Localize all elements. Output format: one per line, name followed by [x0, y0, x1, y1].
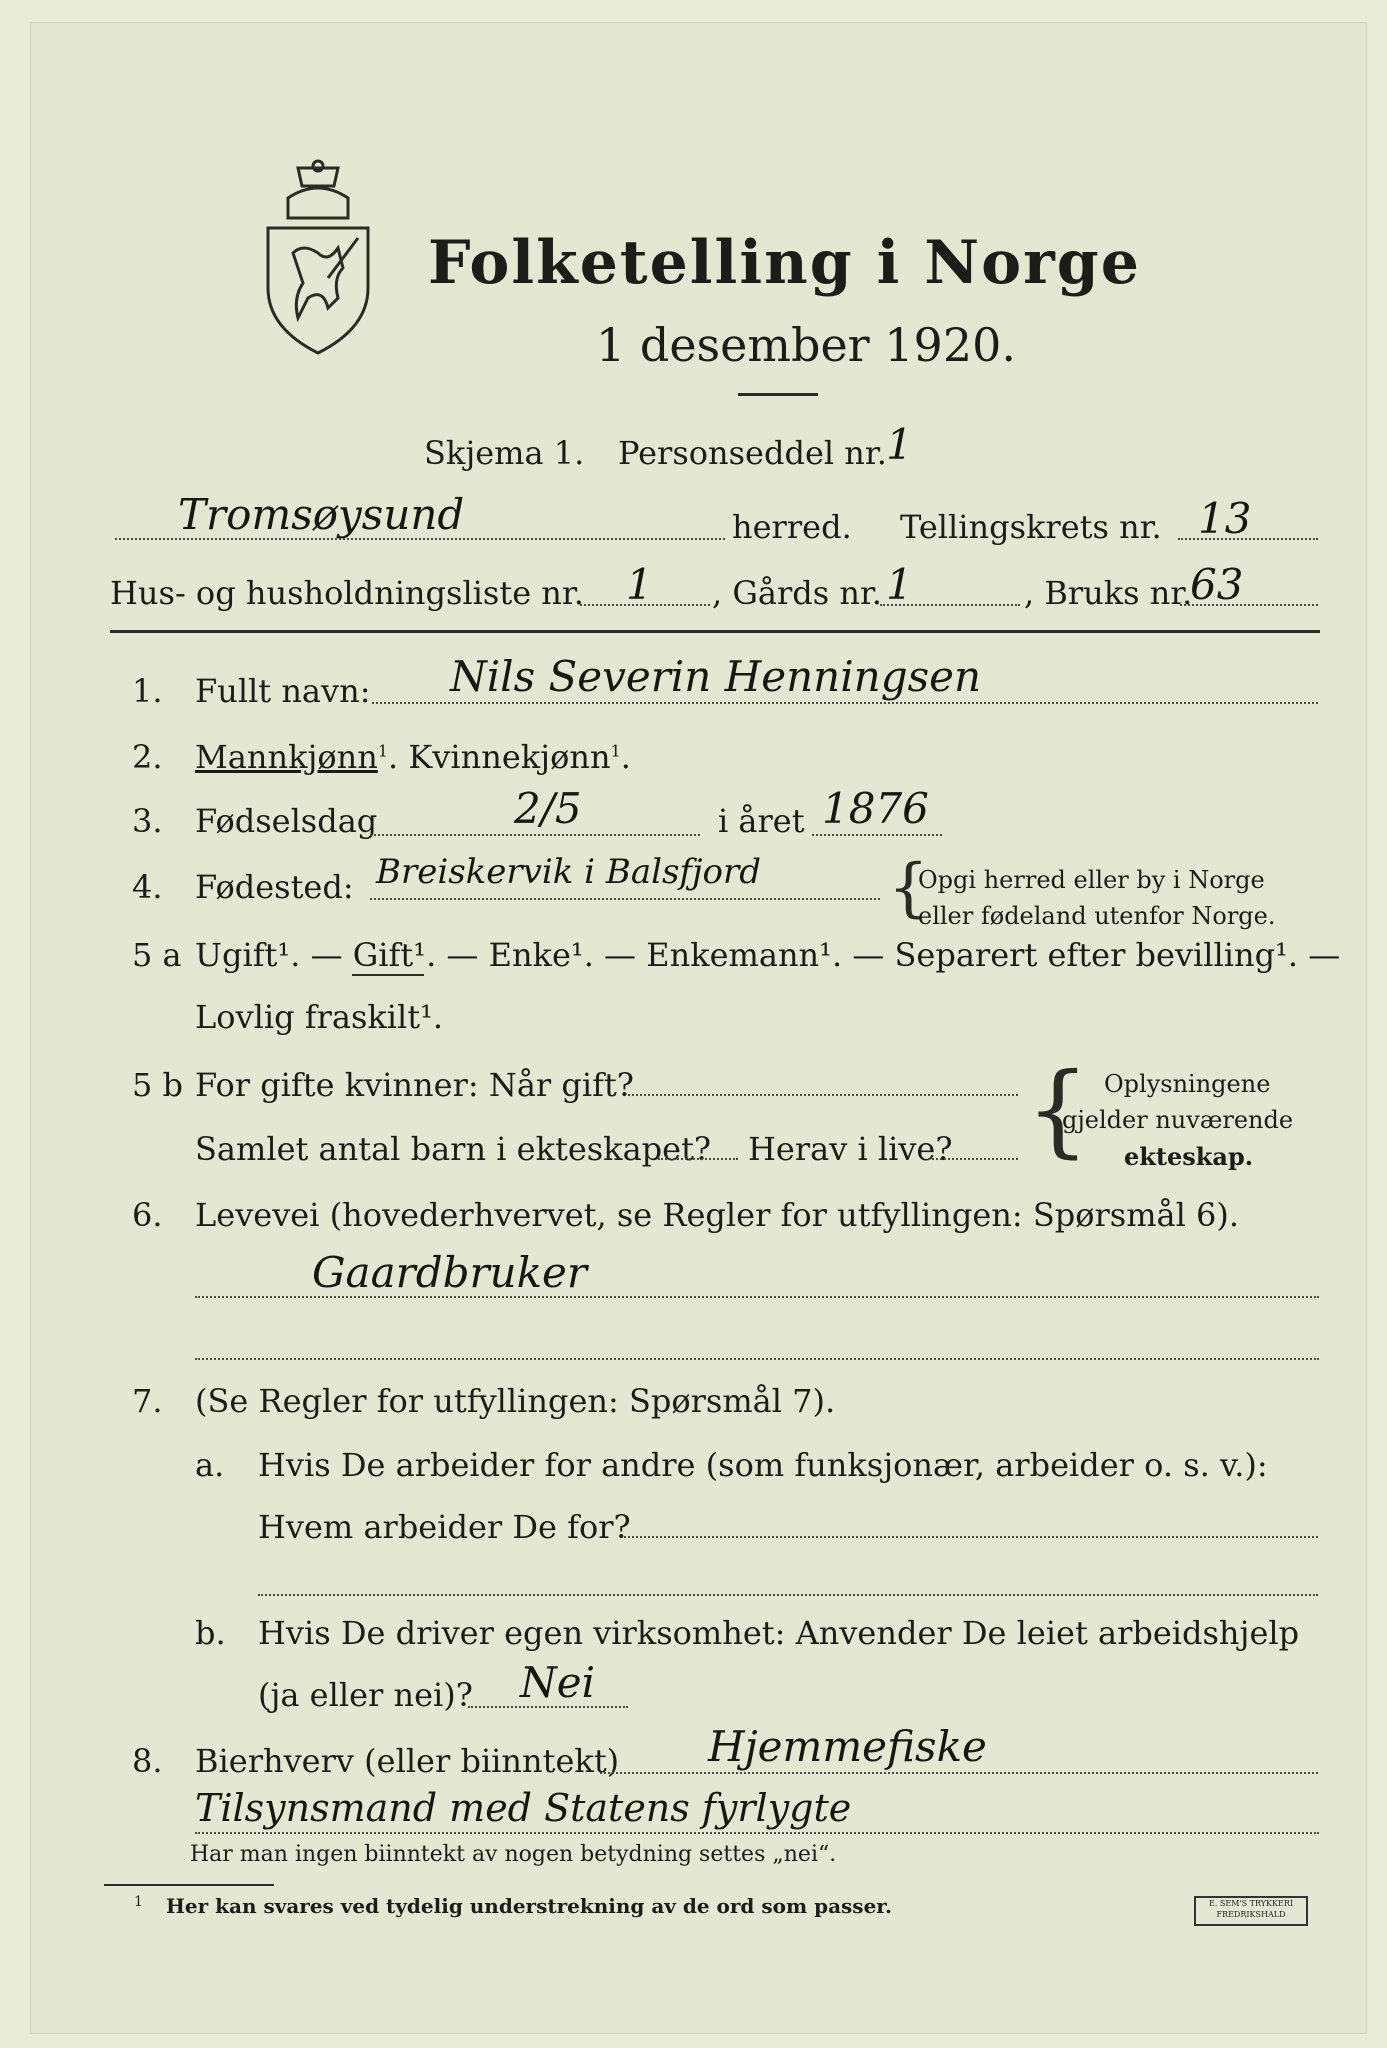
bruks-field-line: [1180, 604, 1318, 606]
q2-male-footnote-mark: 1: [377, 741, 389, 761]
q3-birthdate-value: 2/5: [514, 784, 582, 833]
q7a-field-line1: [624, 1536, 1318, 1538]
norway-coat-of-arms-icon: [258, 158, 378, 358]
q4-brace: {: [888, 851, 929, 925]
q5b-children-field-line: [658, 1158, 738, 1160]
bruks-label: , Bruks nr.: [1024, 574, 1193, 612]
q1-number: 1.: [132, 672, 163, 710]
q6-field-line1: [195, 1296, 1319, 1298]
q1-field-line: [372, 702, 1318, 704]
personseddel-label: Personseddel nr.: [618, 434, 887, 472]
tellingskrets-field-line: [1178, 538, 1318, 540]
herred-value: Tromsøysund: [178, 490, 465, 539]
herred-label: herred.: [732, 508, 852, 546]
q5b-note-line1: Oplysningene: [1104, 1070, 1271, 1098]
footnote-mark: 1: [134, 1894, 143, 1910]
q3-number: 3.: [132, 802, 163, 840]
footnote-text: Her kan svares ved tydelig understrekning av de ord som passer.: [166, 1894, 892, 1918]
q7b-letter: b.: [195, 1614, 226, 1652]
gards-field-line: [880, 604, 1020, 606]
q2-number: 2.: [132, 738, 163, 776]
q2-female-option: Kvinnekjønn: [408, 738, 611, 776]
q7-number: 7.: [132, 1382, 163, 1420]
q4-birthplace-value: Breiskervik i Balsfjord: [376, 852, 762, 892]
skjema-label: Skjema 1.: [424, 434, 585, 472]
q5a-gift-underline: [352, 974, 424, 976]
q5b-children-label: Samlet antal barn i ekteskapet?: [195, 1130, 712, 1168]
q7b-label: Hvis De driver egen virksomhet: Anvender De leiet arbeidshjelp: [258, 1614, 1300, 1652]
q6-label: Levevei (hovederhvervet, se Regler for utfyllingen: Spørsmål 6).: [195, 1196, 1240, 1234]
gards-label: , Gårds nr.: [712, 574, 882, 612]
hus-value: 1: [626, 560, 653, 609]
q7-label: (Se Regler for utfyllingen: Spørsmål 7).: [195, 1382, 836, 1420]
q2-end: .: [620, 738, 631, 776]
q7a-letter: a.: [195, 1446, 225, 1484]
header-separator: [110, 630, 1320, 633]
q7b-field-line: [468, 1706, 628, 1708]
personseddel-value: 1: [886, 420, 913, 469]
q5b-note-line2: gjelder nuværende: [1062, 1106, 1294, 1134]
census-date: 1 desember 1920.: [596, 318, 1016, 372]
q5b-alive-field-line: [928, 1158, 1018, 1160]
q5a-number: 5 a: [132, 936, 182, 974]
q7a-field-line2: [258, 1594, 1318, 1596]
q2-female-footnote-mark: 1: [610, 741, 621, 761]
q5a-marital-options: Ugift¹. — Gift¹. — Enke¹. — Enkemann¹. — Separert efter bevilling¹. —: [195, 936, 1341, 974]
footnote-rule: [104, 1884, 274, 1886]
q5a-marital-options-line2: Lovlig fraskilt¹.: [195, 998, 444, 1036]
q2-sex-options: [195, 738, 631, 776]
q2-male-option: Mannkjønn: [195, 738, 378, 776]
q5b-married-when-field-line: [628, 1094, 1018, 1096]
q4-note-line2: eller fødeland utenfor Norge.: [918, 902, 1276, 930]
q6-field-line2: [195, 1358, 1319, 1360]
q8-field-line1: [600, 1772, 1318, 1774]
q7a-label: Hvis De arbeider for andre (som funksjonær, arbeider o. s. v.):: [258, 1446, 1268, 1484]
q5b-brace: {: [1026, 1051, 1090, 1168]
q8-number: 8.: [132, 1742, 163, 1780]
gards-value: 1: [886, 560, 913, 609]
hus-field-line: [580, 604, 710, 606]
q2-separator: .: [388, 738, 409, 776]
q3-year-label: i året: [718, 802, 805, 840]
q1-full-name-value: Nils Severin Henningsen: [450, 652, 982, 701]
q5b-married-when-label: For gifte kvinner: Når gift?: [195, 1066, 634, 1104]
form-title: Folketelling i Norge: [428, 228, 1141, 298]
q4-label: Fødested:: [195, 868, 354, 906]
q8-side-income-value-line2: Tilsynsmand med Statens fyrlygte: [195, 1786, 852, 1830]
q8-field-line2: [195, 1832, 1319, 1834]
q8-side-income-value: Hjemmefiske: [708, 1722, 987, 1771]
herred-field-line: [115, 538, 725, 540]
q6-occupation-value: Gaardbruker: [312, 1248, 587, 1297]
q3-label: Fødselsdag: [195, 802, 378, 840]
q8-instruction-note: Har man ingen biinntekt av nogen betydning settes „nei“.: [190, 1842, 837, 1867]
q7b-yes-no-label: (ja eller nei)?: [258, 1676, 473, 1714]
q5b-number: 5 b: [132, 1066, 184, 1104]
printer-stamp: E. SEM'S TRYKKERI FREDRIKSHALD: [1194, 1896, 1308, 1926]
q4-number: 4.: [132, 868, 163, 906]
q4-field-line: [370, 898, 880, 900]
q8-label: Bierhverv (eller biinntekt): [195, 1742, 620, 1780]
tellingskrets-label: Tellingskrets nr.: [900, 508, 1162, 546]
hus-label: Hus- og husholdningsliste nr.: [110, 574, 584, 612]
q7b-value: Nei: [520, 1658, 596, 1707]
q7a-employer-label: Hvem arbeider De for?: [258, 1508, 631, 1546]
q5b-alive-label: Herav i live?: [748, 1130, 953, 1168]
tellingskrets-value: 13: [1198, 494, 1252, 543]
q1-label: Fullt navn:: [195, 672, 371, 710]
q3-birth-year-value: 1876: [822, 784, 929, 833]
title-divider: [738, 393, 818, 396]
q3-date-field-line: [370, 834, 700, 836]
q6-number: 6.: [132, 1196, 163, 1234]
q5b-note-line3: ekteskap.: [1124, 1142, 1254, 1171]
bruks-value: 63: [1190, 560, 1244, 609]
q4-note-line1: Opgi herred eller by i Norge: [918, 866, 1265, 894]
q3-year-field-line: [812, 834, 942, 836]
